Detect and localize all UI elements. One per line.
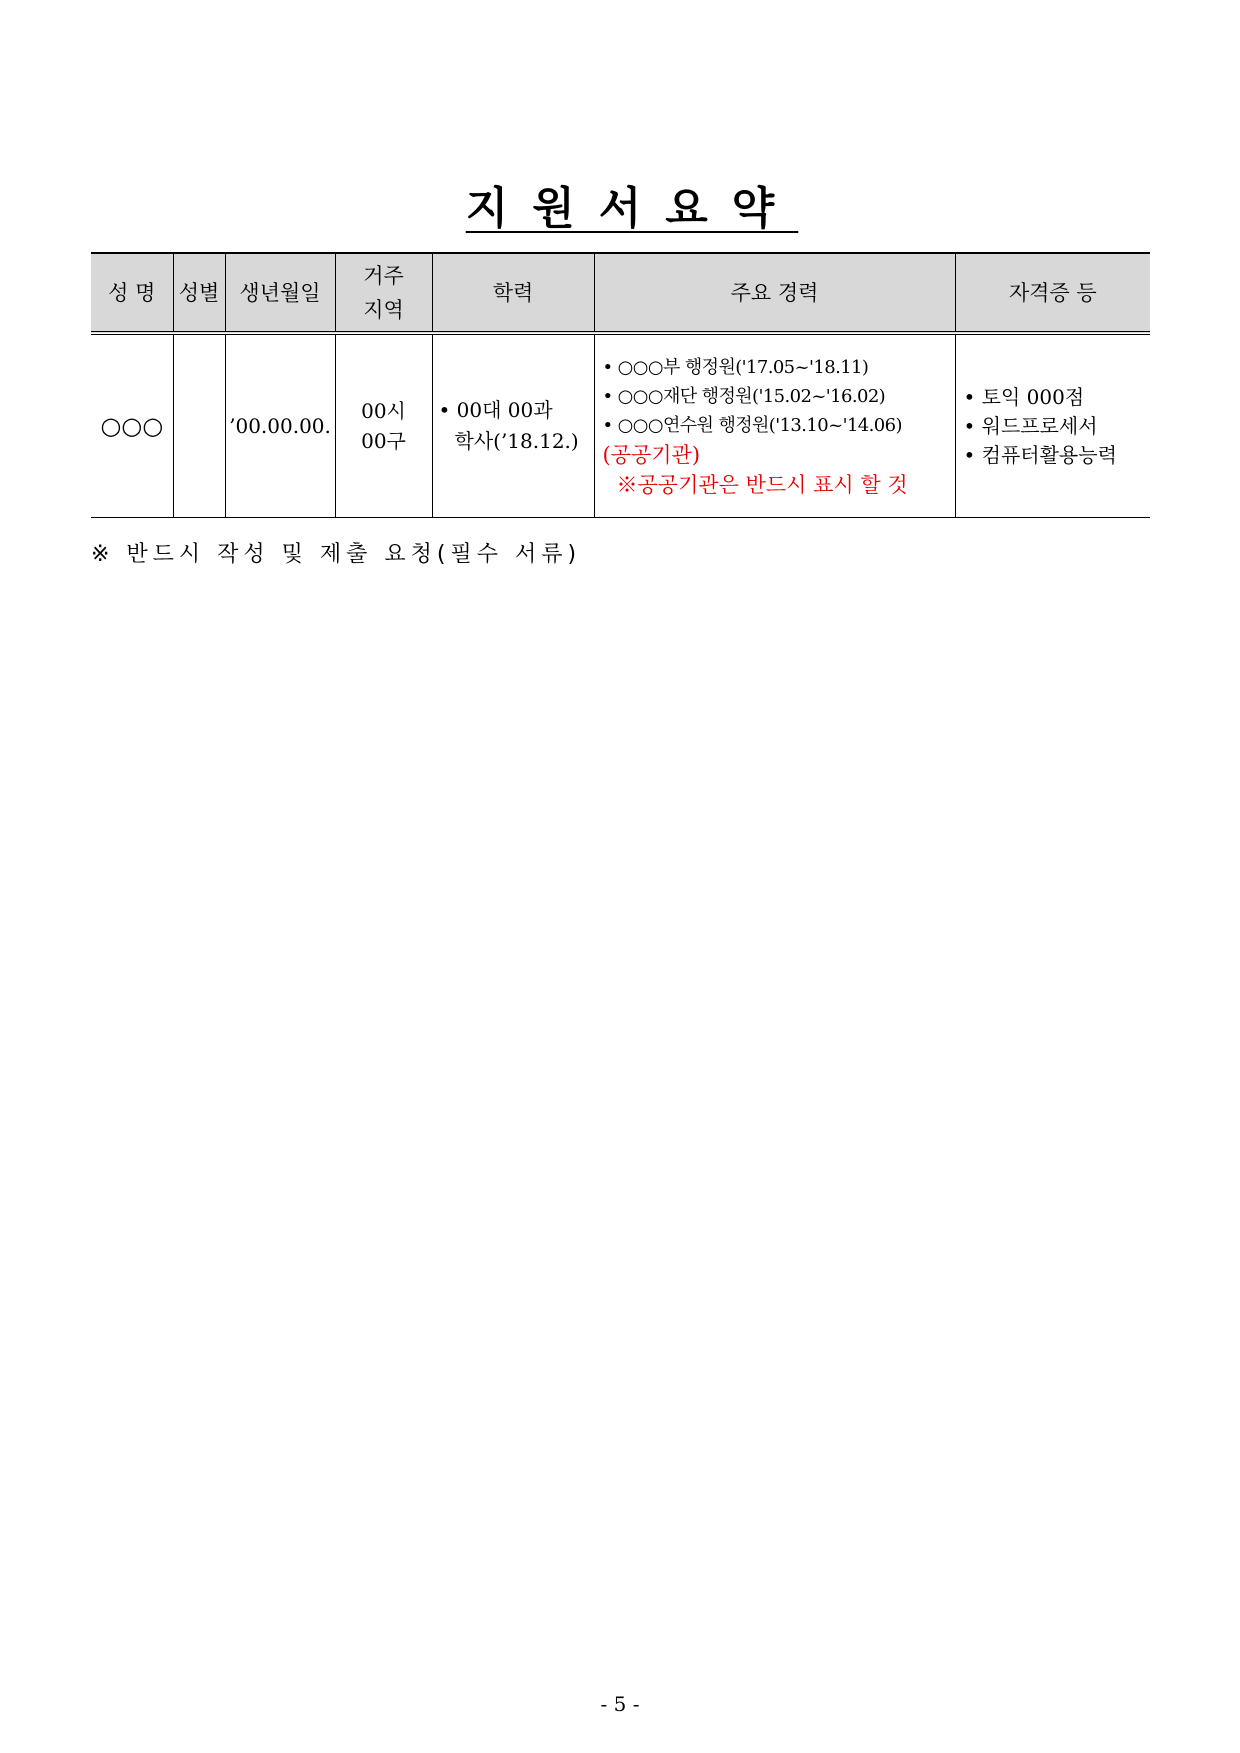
cell-certs — [955, 333, 1150, 518]
career-public-note: ※공공기관은 반드시 표시 할 것 — [616, 472, 908, 497]
header-birth: 생년월일 — [225, 253, 335, 333]
header-residence-line2: 지역 — [363, 297, 404, 322]
cell-name: ○○○ — [91, 333, 173, 518]
cell-education — [432, 333, 594, 518]
header-name: 성 명 — [91, 253, 173, 333]
cert-list — [956, 383, 1151, 470]
header-row — [91, 253, 1150, 333]
education-block — [433, 395, 594, 457]
career-item: • ○○○재단 행정원('15.02~'16.02) — [603, 382, 955, 411]
cell-career — [594, 333, 955, 518]
cert-item: • 컴퓨터활용능력 — [964, 441, 1151, 470]
education-line1: • 00대 00과 — [438, 398, 553, 422]
header-certs: 자격증 등 — [955, 253, 1150, 333]
education-school: 00대 00과 — [456, 398, 553, 422]
header-education: 학력 — [432, 253, 594, 333]
cert-item: • 워드프로세서 — [964, 412, 1151, 441]
footnote: ※ 반드시 작성 및 제출 요청(필수 서류) — [91, 542, 582, 567]
cell-gender — [173, 333, 225, 518]
document-title: 지원서요약 — [465, 183, 799, 234]
career-public-label: (공공기관) — [602, 442, 701, 467]
header-residence — [335, 253, 432, 333]
cell-residence — [335, 333, 432, 518]
application-summary-table — [91, 252, 1150, 518]
education-line2: 학사(’18.12.) — [454, 429, 579, 453]
career-item: • ○○○연수원 행정원('13.10~'14.06) — [603, 411, 955, 440]
header-residence-line1: 거주 — [363, 263, 404, 288]
header-gender: 성별 — [173, 253, 225, 333]
cell-residence-line2: 00구 — [361, 429, 406, 453]
table-row — [91, 333, 1150, 518]
career-list — [595, 353, 955, 440]
career-item: • ○○○부 행정원('17.05~'18.11) — [603, 353, 955, 382]
cert-item: • 토익 000점 — [964, 383, 1151, 412]
cell-birth: ’00.00.00. — [225, 333, 335, 518]
page-number: - 5 - — [600, 1692, 640, 1716]
cell-residence-line1: 00시 — [361, 399, 406, 423]
header-career: 주요 경력 — [594, 253, 955, 333]
